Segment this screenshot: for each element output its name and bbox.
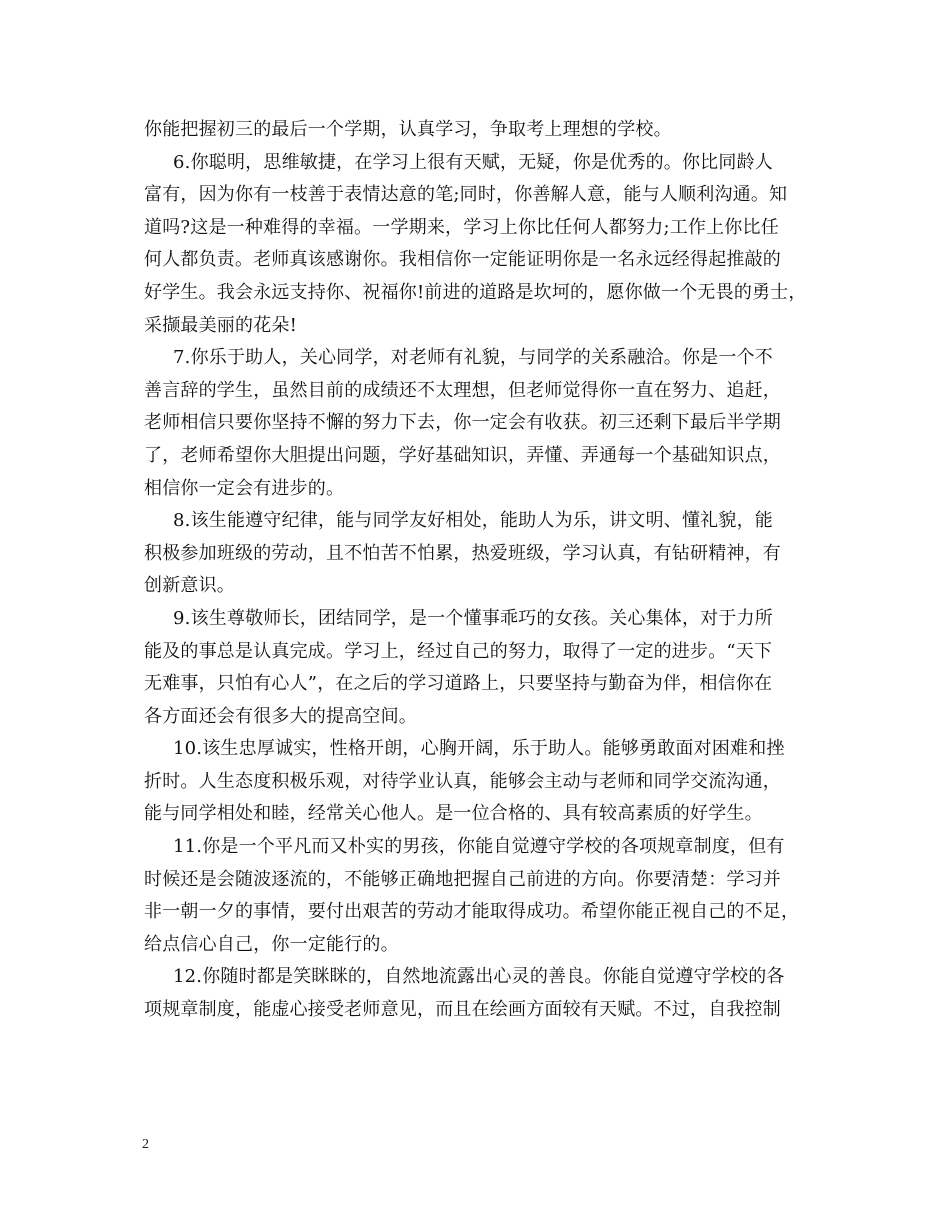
text-line: 好学生。我会永远支持你、祝福你!前进的道路是坎坷的，愿你做一个无畏的勇士，: [144, 281, 807, 303]
text-line: 能与同学相处和睦，经常关心他人。是一位合格的、具有较高素质的好学生。: [144, 803, 763, 825]
paragraph-start-line: 8.该生能遵守纪律，能与同学友好相处，能助人为乐，讲文明、懂礼貌，能: [173, 510, 773, 532]
text-line: 积极参加班级的劳动，且不怕苦不怕累，热爱班级，学习认真，有钻研精神，有: [144, 542, 781, 564]
paragraph-start-line: 11.你是一个平凡而又朴实的男孩，你能自觉遵守学校的各项规章制度，但有: [173, 836, 785, 858]
paragraph-start-line: 9.该生尊敬师长，团结同学，是一个懂事乖巧的女孩。关心集体，对于力所: [173, 607, 773, 629]
text-line: 非一朝一夕的事情，要付出艰苦的劳动才能取得成功。希望你能正视自己的不足，: [144, 901, 800, 923]
document-body: [144, 114, 824, 1027]
paragraph-start-line: 6.你聪明，思维敏捷，在学习上很有天赋，无疑，你是优秀的。你比同龄人: [173, 151, 773, 173]
text-line: 了，老师希望你大胆提出问题，学好基础知识，弄懂、弄通每一个基础知识点，: [144, 444, 781, 466]
text-line: 无难事，只怕有心人”，在之后的学习道路上，只要坚持与勤奋为伴，相信你在: [144, 673, 773, 695]
text-line: 各方面还会有很多大的提高空间。: [144, 705, 417, 727]
text-line: 给点信心自己，你一定能行的。: [144, 933, 399, 955]
text-line: 何人都负责。老师真该感谢你。我相信你一定能证明你是一名永远经得起推敲的: [144, 249, 781, 271]
text-line: 善言辞的学生，虽然目前的成绩还不太理想，但老师觉得你一直在努力、追赶，: [144, 379, 781, 401]
paragraph-start-line: 7.你乐于助人，关心同学，对老师有礼貌，与同学的关系融洽。你是一个不: [173, 347, 773, 369]
text-line: 老师相信只要你坚持不懈的努力下去，你一定会有收获。初三还剩下最后半学期: [144, 412, 781, 434]
text-line: 富有，因为你有一枝善于表情达意的笔;同时，你善解人意，能与人顺利沟通。知: [144, 184, 788, 206]
text-line: 折时。人生态度积极乐观，对待学业认真，能够会主动与老师和同学交流沟通，: [144, 770, 781, 792]
text-line: 项规章制度，能虚心接受老师意见，而且在绘画方面较有天赋。不过，自我控制: [144, 999, 781, 1021]
page-number: 2: [142, 1137, 149, 1152]
text-line: 采撷最美丽的花朵!: [144, 314, 298, 336]
text-line: 能及的事总是认真完成。学习上，经过自己的努力，取得了一定的进步。“天下: [144, 640, 773, 662]
text-line: 创新意识。: [144, 575, 235, 597]
text-line: 你能把握初三的最后一个学期，认真学习，争取考上理想的学校。: [144, 119, 672, 140]
text-line: 道吗?这是一种难得的幸福。一学期来，学习上你比任何人都努力;工作上你比任: [144, 216, 779, 238]
paragraph-start-line: 12.你随时都是笑眯眯的，自然地流露出心灵的善良。你能自觉遵守学校的各: [173, 966, 785, 988]
text-line: 时候还是会随波逐流的，不能够正确地把握自己前进的方向。你要清楚：学习并: [144, 868, 781, 890]
paragraph-start-line: 10.该生忠厚诚实，性格开朗，心胸开阔，乐于助人。能够勇敢面对困难和挫: [173, 738, 785, 760]
text-line: 相信你一定会有进步的。: [144, 477, 345, 499]
